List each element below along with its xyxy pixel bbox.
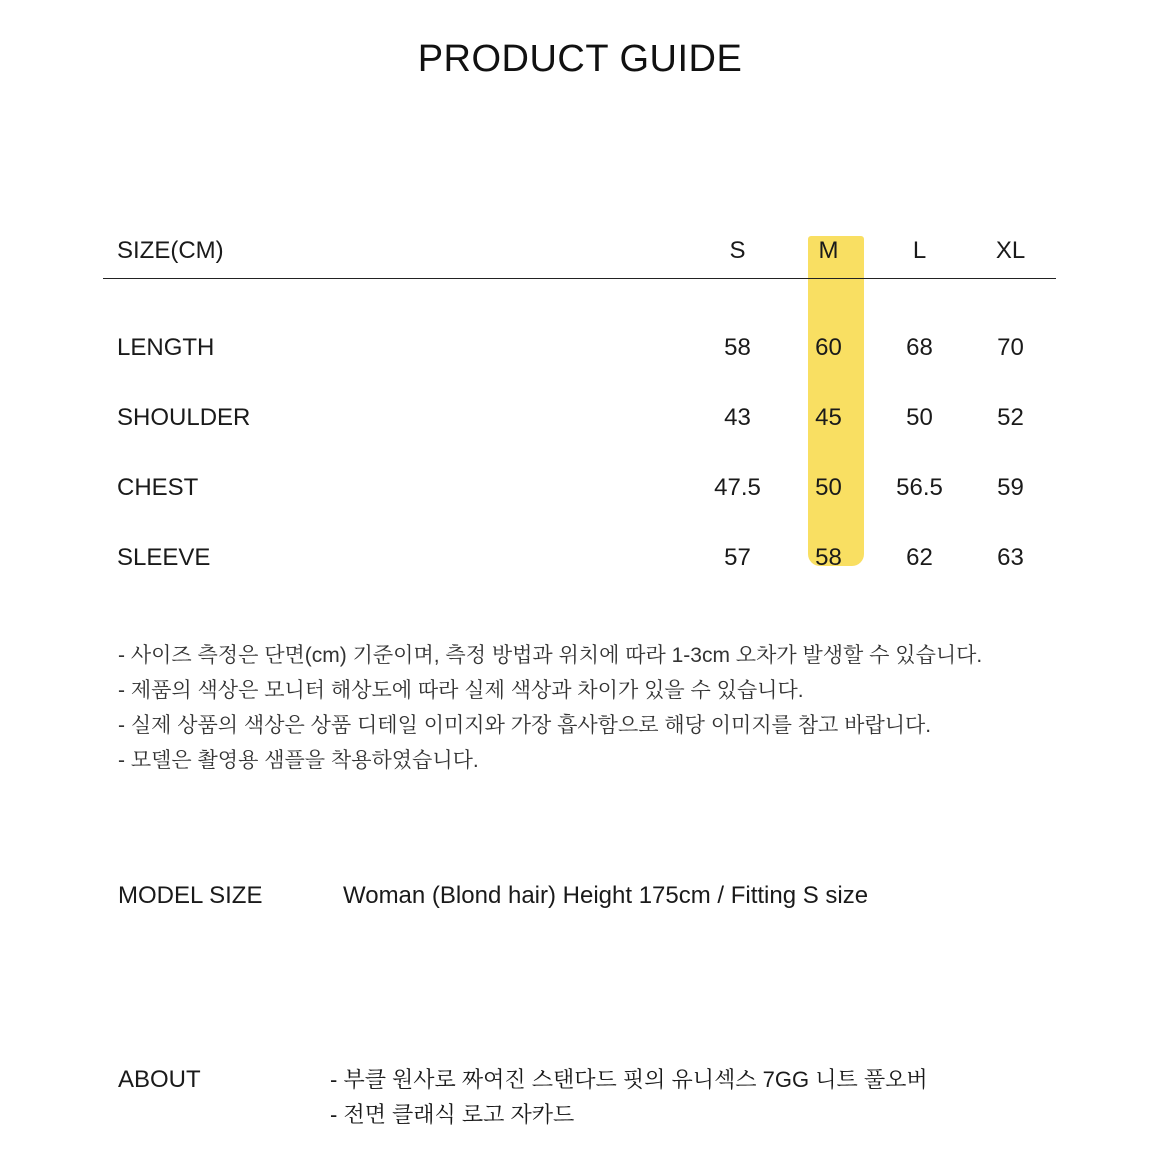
table-row (103, 383, 1056, 453)
note-item: - 모델은 촬영용 샘플을 착용하였습니다. (118, 749, 479, 772)
chest-s: 47.5 (714, 473, 761, 501)
size-header-s: S (692, 224, 783, 279)
about-item: - 전면 클래식 로고 자카드 (330, 1102, 575, 1127)
model-size-label: MODEL SIZE (118, 882, 263, 909)
notes-list (118, 638, 982, 778)
note-item: - 사이즈 측정은 단면(cm) 기준이며, 측정 방법과 위치에 따라 1-3cm 오차가 발생할 수 있습니다. (118, 644, 983, 667)
about-label: ABOUT (118, 1066, 201, 1093)
table-row (103, 523, 1056, 593)
sleeve-m: 58 (815, 543, 842, 571)
size-header-label: SIZE(CM) (103, 224, 692, 279)
sleeve-s: 57 (724, 543, 751, 571)
shoulder-s: 43 (724, 403, 751, 431)
table-row (103, 453, 1056, 523)
chest-l: 56.5 (896, 473, 943, 501)
size-table (103, 224, 1056, 593)
about-list (330, 1062, 928, 1132)
chest-m: 50 (815, 473, 842, 501)
length-l: 68 (906, 333, 933, 361)
length-s: 58 (724, 333, 751, 361)
note-item: - 실제 상품의 색상은 상품 디테일 이미지와 가장 흡사함으로 해당 이미지를 참고 바랍니다. (118, 714, 932, 737)
table-row (103, 279, 1056, 383)
model-size-value: Woman (Blond hair) Height 175cm / Fitting S size (343, 882, 869, 909)
row-label-length: LENGTH (117, 333, 215, 361)
size-table-header-row (103, 224, 1056, 279)
row-label-sleeve: SLEEVE (117, 543, 211, 571)
page-title: PRODUCT GUIDE (417, 38, 743, 80)
shoulder-m: 45 (815, 403, 842, 431)
shoulder-l: 50 (906, 403, 933, 431)
size-header-xl: XL (965, 224, 1056, 279)
row-label-shoulder: SHOULDER (117, 403, 251, 431)
sleeve-l: 62 (906, 543, 933, 571)
size-header-m: M (783, 224, 874, 279)
size-header-l: L (874, 224, 965, 279)
length-xl: 70 (997, 333, 1024, 361)
sleeve-xl: 63 (997, 543, 1024, 571)
shoulder-xl: 52 (997, 403, 1024, 431)
note-item: - 제품의 색상은 모니터 해상도에 따라 실제 색상과 차이가 있을 수 있습니다. (118, 679, 804, 702)
chest-xl: 59 (997, 473, 1024, 501)
length-m: 60 (815, 333, 842, 361)
about-item: - 부클 원사로 짜여진 스탠다드 핏의 유니섹스 7GG 니트 풀오버 (330, 1067, 928, 1092)
row-label-chest: CHEST (117, 473, 199, 501)
